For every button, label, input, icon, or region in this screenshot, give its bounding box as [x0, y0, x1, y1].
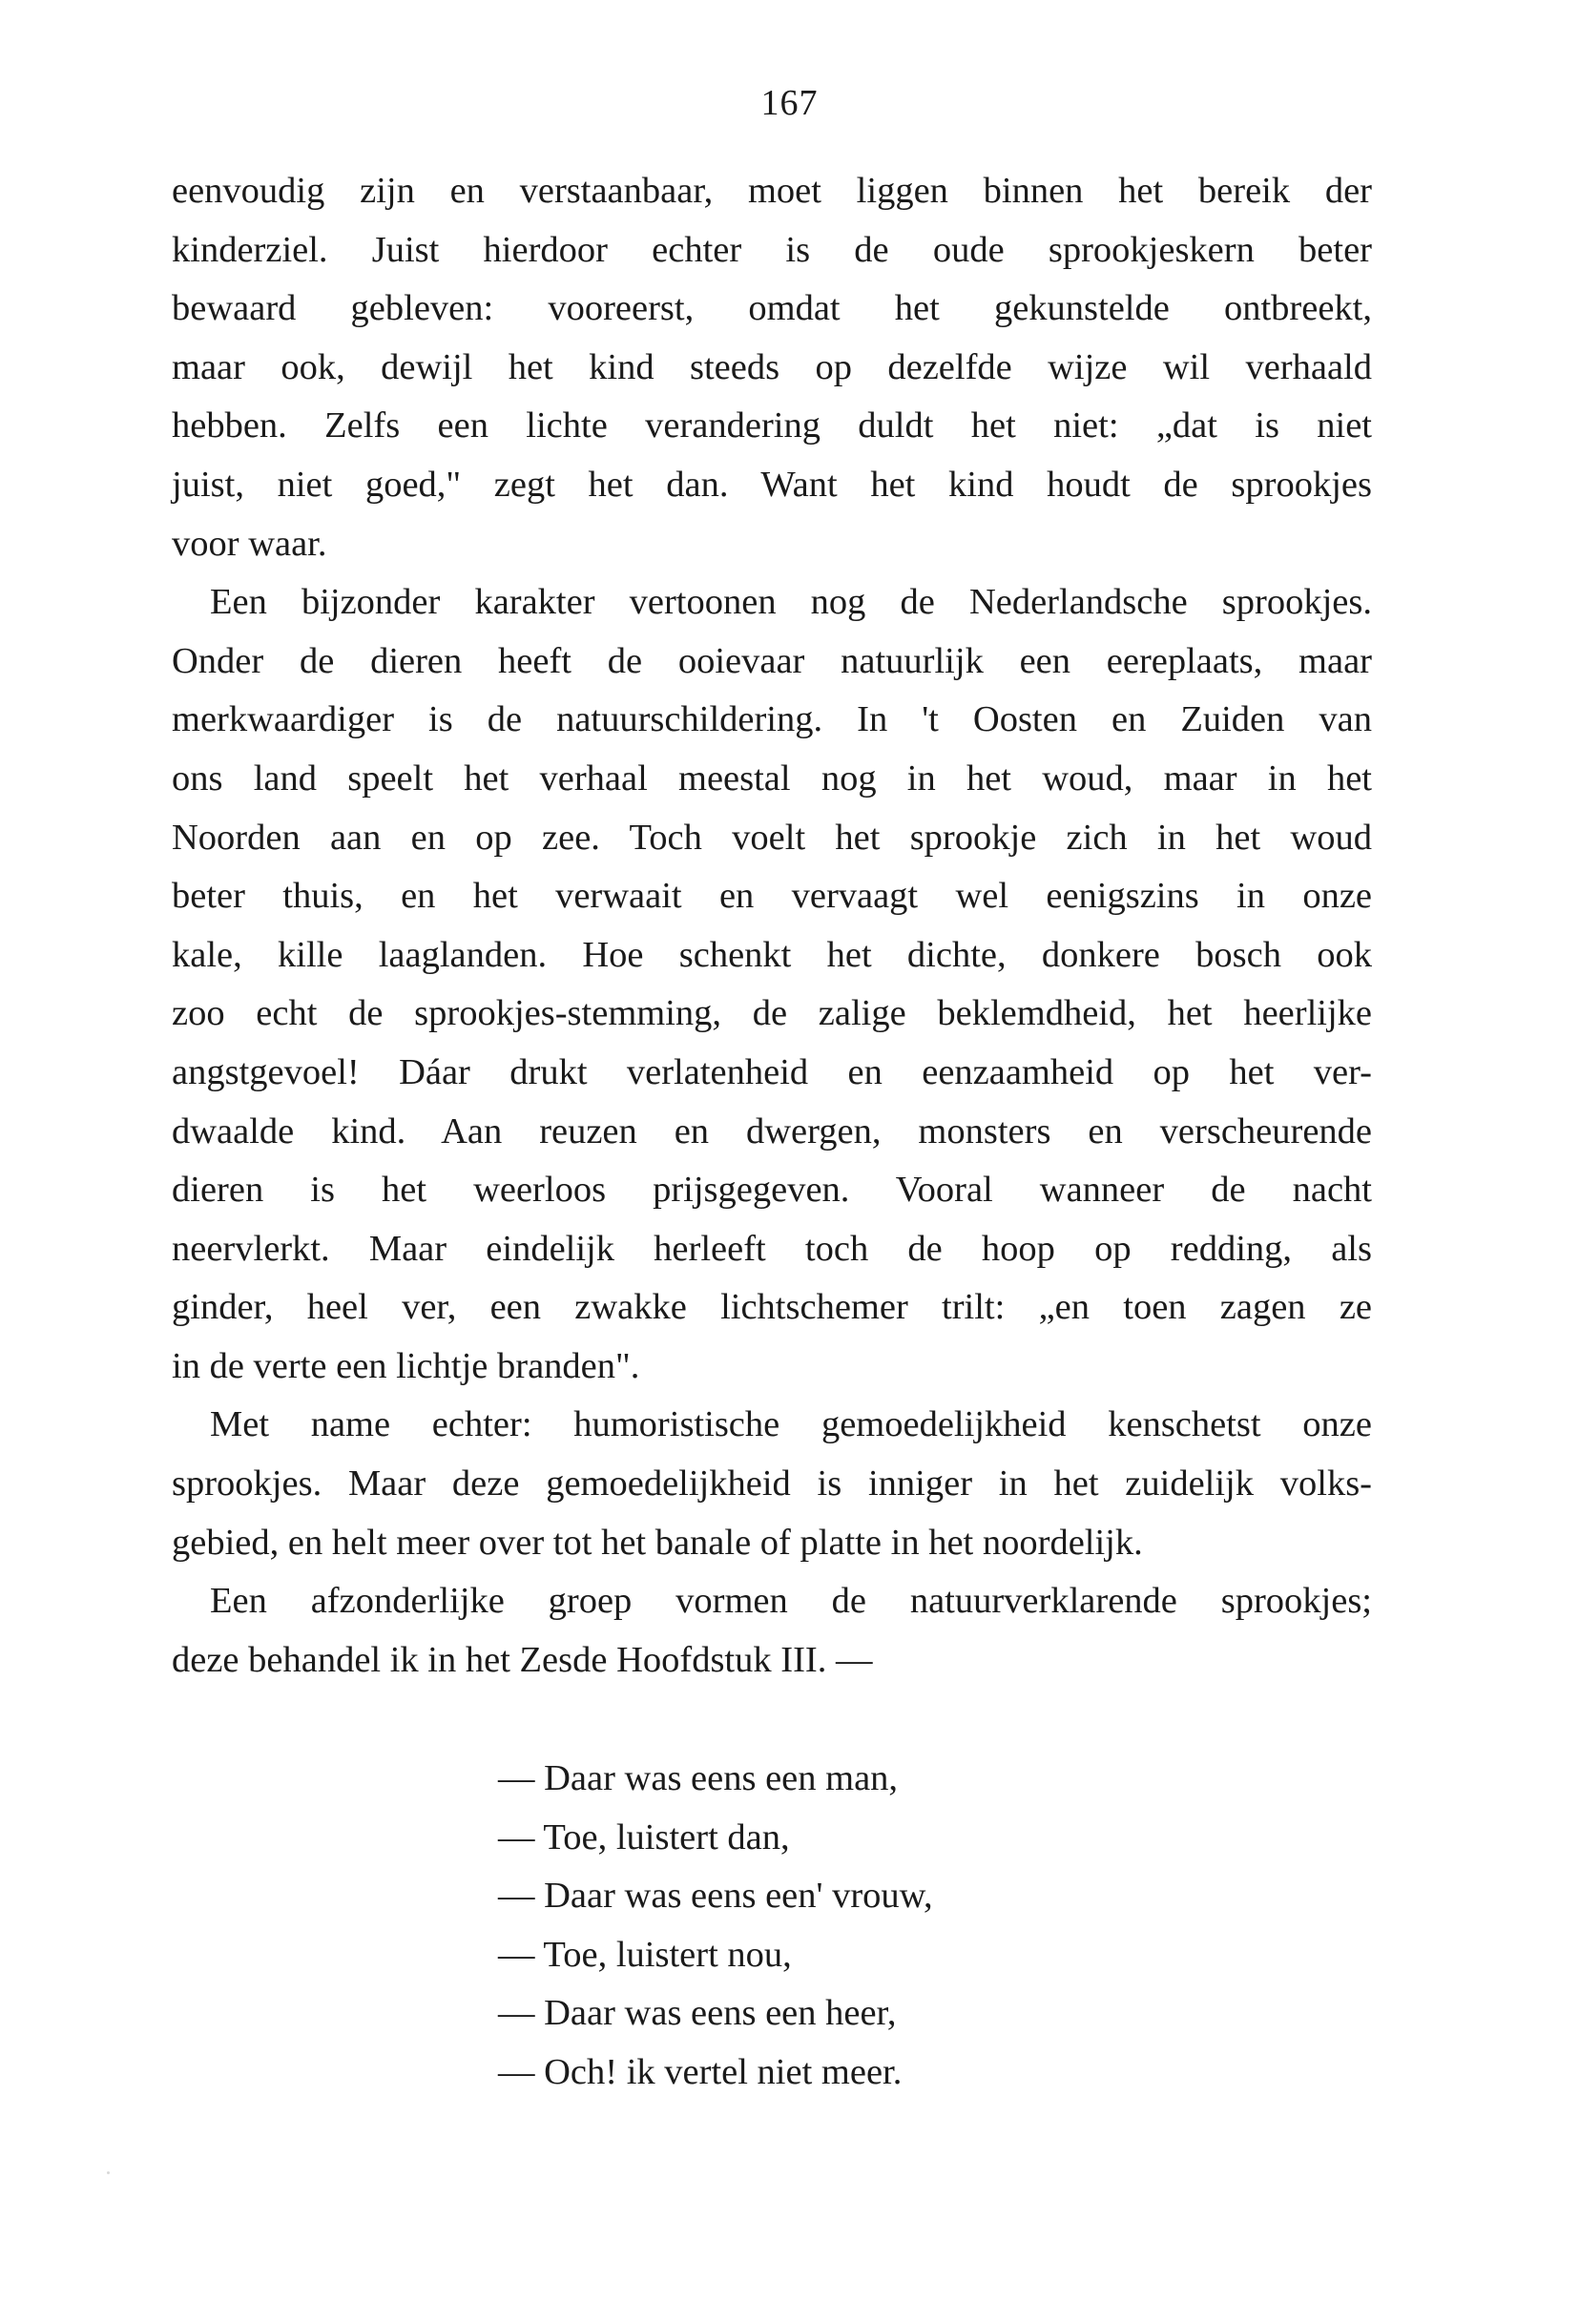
text-line: Onder de dieren heeft de ooievaar natuurlijk een eereplaats, maar	[172, 640, 1372, 681]
paragraph-1	[172, 162, 1372, 573]
verse-line: — Daar was eens een' vrouw,	[498, 1876, 933, 1917]
verse-line: — Daar was eens een man,	[498, 1758, 899, 1798]
text-line: dwaalde kind. Aan reuzen en dwergen, monsters en verscheurende	[172, 1110, 1372, 1152]
text-line: merkwaardiger is de natuurschildering. In 't Oosten en Zuiden van	[172, 699, 1372, 740]
scan-speck	[107, 2171, 110, 2174]
body-text	[172, 162, 1372, 1690]
text-line: beter thuis, en het verwaait en vervaagt wel eenigszins in onze	[172, 876, 1372, 917]
text-line: Een afzonderlijke groep vormen de natuurverklarende sprookjes;	[210, 1581, 1372, 1622]
text-line: Met name echter: humoristische gemoedelijkheid kenschetst onze	[210, 1404, 1372, 1445]
text-line: neervlerkt. Maar eindelijk herleeft toch de hoop op redding, als	[172, 1228, 1372, 1269]
text-line: Een bijzonder karakter vertoonen nog de Nederlandsche sprookjes.	[210, 582, 1372, 623]
text-line: maar ook, dewijl het kind steeds op dezelfde wijze wil verhaald	[172, 346, 1372, 387]
verse-line: — Daar was eens een heer,	[498, 1993, 897, 2034]
text-line: ons land speelt het verhaal meestal nog in het woud, maar in het	[172, 757, 1372, 799]
text-line: kale, kille laaglanden. Hoe schenkt het dichte, donkere bosch ook	[172, 934, 1372, 975]
text-line: dieren is het weerloos prijsgegeven. Vooral wanneer de nacht	[172, 1170, 1372, 1211]
text-line: angstgevoel! Dáar drukt verlatenheid en eenzaamheid op het ver-	[172, 1051, 1372, 1092]
text-line: hebben. Zelfs een lichte verandering duldt het niet: „dat is niet	[172, 405, 1372, 446]
paragraph-3	[172, 1396, 1372, 1572]
text-line: bewaard gebleven: vooreerst, omdat het gekunstelde ontbreekt,	[172, 288, 1372, 329]
text-line: juist, niet goed," zegt het dan. Want het kind houdt de sprookjes	[172, 464, 1372, 505]
text-line: Noorden aan en op zee. Toch voelt het sprookje zich in het woud	[172, 817, 1372, 858]
paragraph-4	[172, 1572, 1372, 1690]
verse-line: — Och! ik vertel niet meer.	[498, 2051, 903, 2092]
text-line: kinderziel. Juist hierdoor echter is de oude sprookjeskern beter	[172, 229, 1372, 270]
verse	[498, 1750, 1166, 2103]
text-line: zoo echt de sprookjes-stemming, de zalige beklemdheid, het heerlijke	[172, 993, 1372, 1034]
text-line: ginder, heel ver, een zwakke lichtschemer trilt: „en toen zagen ze	[172, 1287, 1372, 1328]
text-line: in de verte een lichtje branden".	[172, 1345, 640, 1386]
text-line: voor waar.	[172, 523, 327, 564]
text-line: gebied, en helt meer over tot het banale of platte in het noordelijk.	[172, 1522, 1143, 1563]
page-number: 167	[760, 83, 819, 123]
verse-line: — Toe, luistert dan,	[498, 1816, 790, 1857]
paragraph-2	[172, 573, 1372, 1396]
text-line: deze behandel ik in het Zesde Hoofdstuk III. —	[172, 1639, 873, 1680]
text-line: eenvoudig zijn en verstaanbaar, moet liggen binnen het bereik der	[172, 171, 1372, 211]
verse-line: — Toe, luistert nou,	[498, 1934, 792, 1975]
text-line: sprookjes. Maar deze gemoedelijkheid is inniger in het zuidelijk volks-	[172, 1463, 1372, 1504]
